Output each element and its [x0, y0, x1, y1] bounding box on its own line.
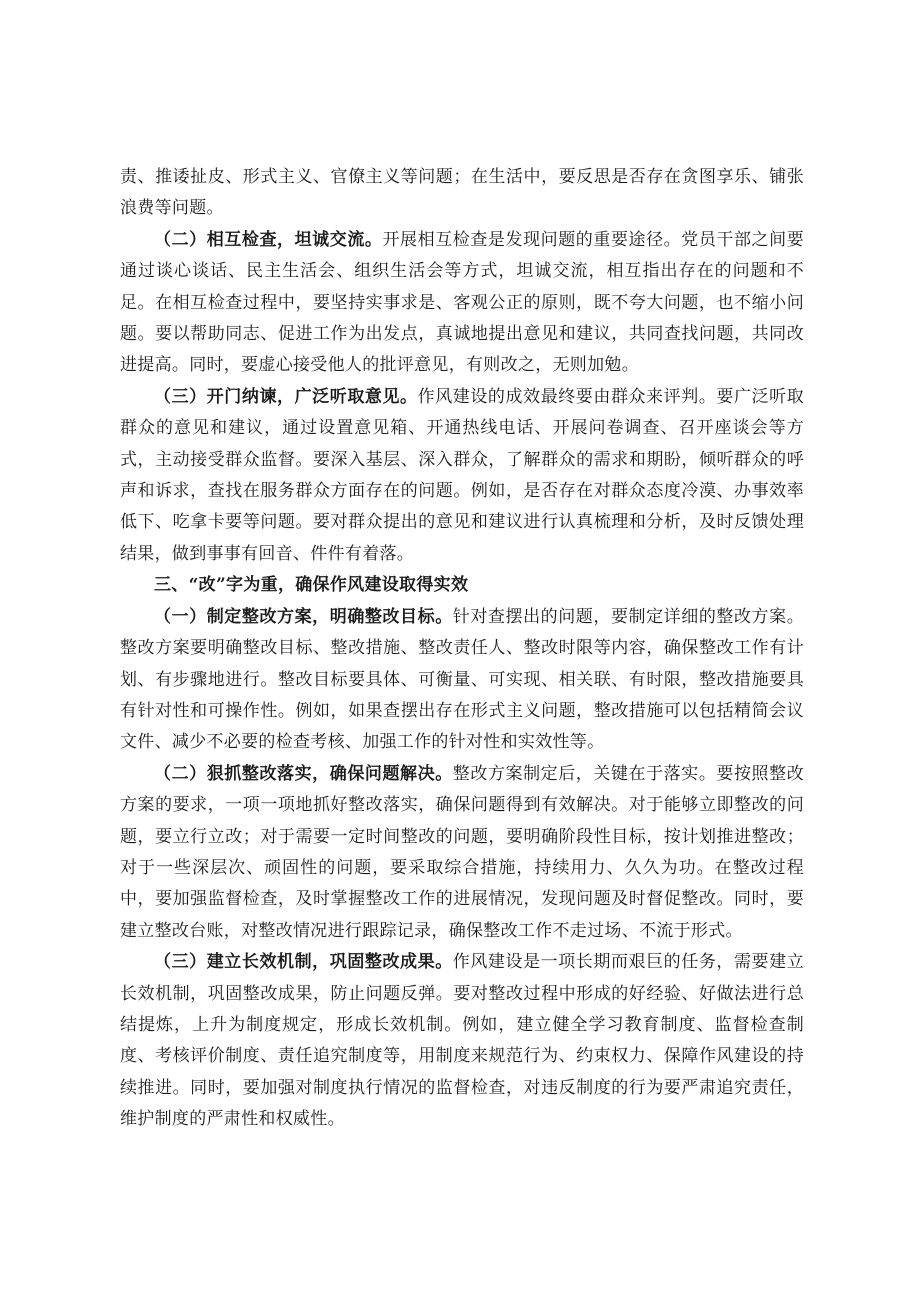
- paragraph-heading: （三）开门纳谏，广泛听取意见。: [154, 386, 418, 407]
- paragraph-body: 开展相互检查是发现问题的重要途径。党员干部之间要通过谈心谈话、民主生活会、组织生活会等方式，坦诚交流，相互指出存在的问题和不足。在相互检查过程中，要坚持实事求是、客观公正的原则，既不夸大问题，也不缩小问题。要以帮助同志、促进工作为出发点，真诚地提出意见和建议，共同查找问题，共同改进提高。同时，要虚心接受他人的批评意见，有则改之，无则加勉。: [120, 229, 805, 376]
- paragraph-heading: （一）制定整改方案，明确整改目标。: [154, 606, 453, 627]
- paragraph-open-door: [120, 382, 804, 570]
- paragraph-body: 针对查摆出的问题，要制定详细的整改方案。整改方案要明确整改目标、整改措施、整改责任人、整改时限等内容，确保整改工作有计划、有步骤地进行。整改目标要具体、可衡量、可实现、相关联、有时限，整改措施要具有针对性和可操作性。例如，如果查摆出存在形式主义问题，整改措施可以包括精简会议文件、减少不必要的检查考核、加强工作的针对性和实效性等。: [120, 606, 805, 753]
- document-page: [120, 162, 804, 1136]
- paragraph-mutual-inspection: [120, 225, 804, 382]
- paragraph-heading: （二）狠抓整改落实，确保问题解决。: [154, 763, 453, 784]
- paragraph-implementation: [120, 759, 804, 947]
- continuation-paragraph: 责、推诿扯皮、形式主义、官僚主义等问题；在生活中，要反思是否存在贪图享乐、铺张浪费等问题。: [120, 167, 804, 219]
- paragraph-body: 作风建设是一项长期而艰巨的任务，需要建立长效机制，巩固整改成果，防止问题反弹。要对整改过程中形成的好经验、好做法进行总结提炼，上升为制度规定，形成长效机制。例如，建立健全学习教育制度、监督检查制度、考核评价制度、责任追究制度等，用制度来规范行为、约束权力、保障作风建设的持续推进。同时，要加强对制度执行情况的监督检查，对违反制度的行为要严肃追究责任，维护制度的严肃性和权威性。: [120, 952, 805, 1130]
- section-title: 三、“改”字为重，确保作风建设取得实效: [154, 575, 469, 596]
- paragraph-heading: （三）建立长效机制，巩固整改成果。: [154, 952, 453, 973]
- paragraph-long-term-mechanism: [120, 947, 804, 1135]
- paragraph-body: 作风建设的成效最终要由群众来评判。要广泛听取群众的意见和建议，通过设置意见箱、开通热线电话、开展问卷调查、召开座谈会等方式，主动接受群众监督。要深入基层、深入群众，了解群众的需求和期盼，倾听群众的呼声和诉求，查找在服务群众方面存在的问题。例如，是否存在对群众态度冷漠、办事效率低下、吃拿卡要等问题。要对群众提出的意见和建议进行认真梳理和分析，及时反馈处理结果，做到事事有回音、件件有着落。: [120, 386, 804, 564]
- paragraph-heading: （二）相互检查，坦诚交流。: [154, 229, 383, 250]
- paragraph-body: 整改方案制定后，关键在于落实。要按照整改方案的要求，一项一项地抓好整改落实，确保问题得到有效解决。对于能够立即整改的问题，要立行立改；对于需要一定时间整改的问题，要明确阶段性目标，按计划推进整改；对于一些深层次、顽固性的问题，要采取综合措施，持续用力、久久为功。在整改过程中，要加强监督检查，及时掌握整改工作的进展情况，发现问题及时督促整改。同时，要建立整改台账，对整改情况进行跟踪记录，确保整改工作不走过场、不流于形式。: [120, 763, 805, 941]
- paragraph-rectification-plan: [120, 602, 804, 759]
